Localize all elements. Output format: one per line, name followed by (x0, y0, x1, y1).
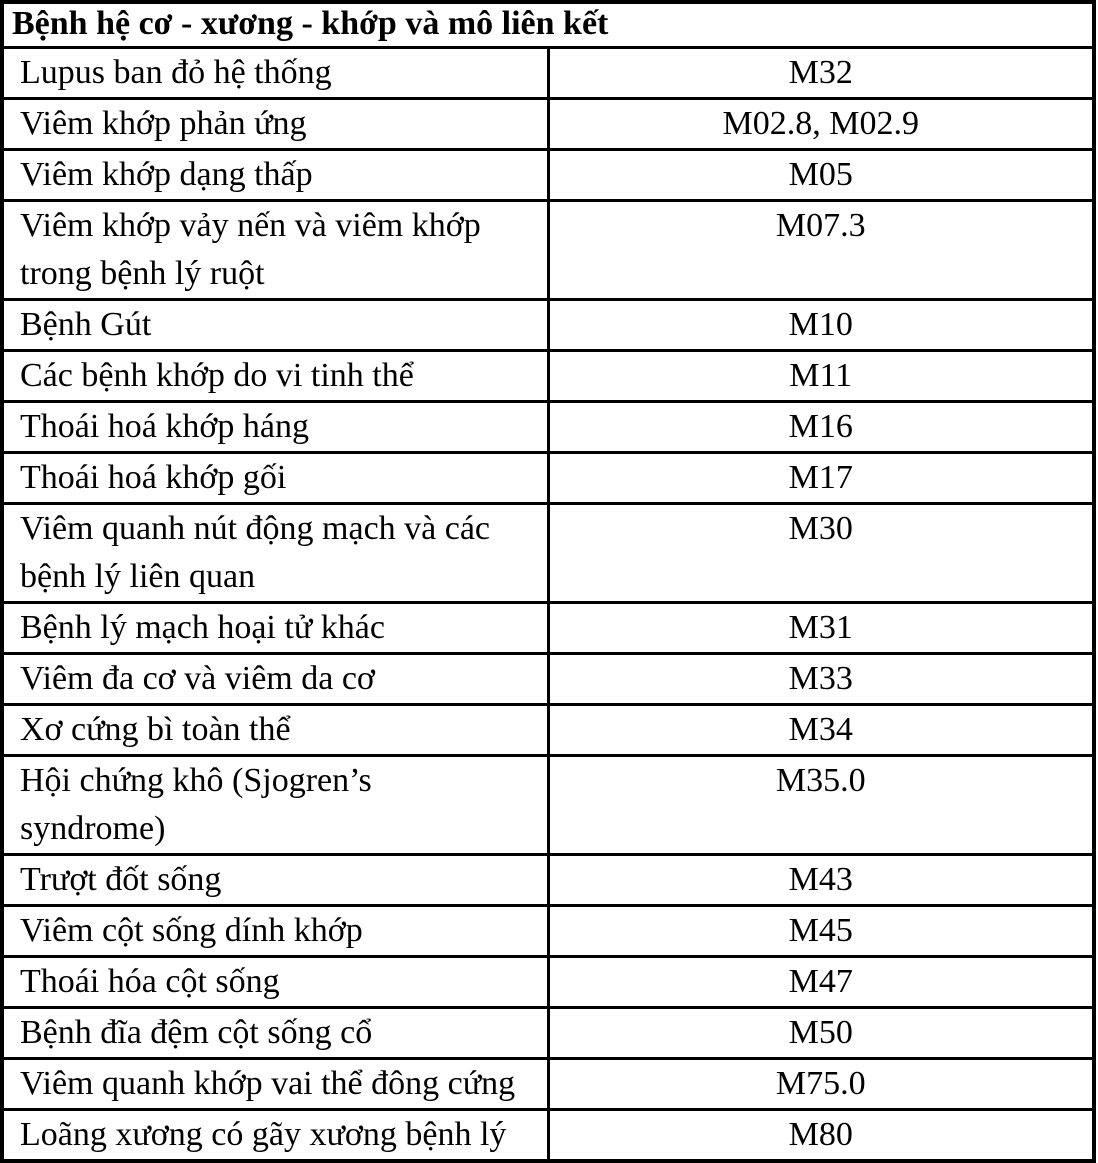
icd-code-cell: M33 (548, 654, 1094, 705)
icd-code-cell: M17 (548, 453, 1094, 504)
icd-code-cell: M43 (548, 855, 1094, 906)
icd-code-cell: M05 (548, 150, 1094, 201)
header-row (2, 2, 1094, 48)
icd-code-cell: M80 (548, 1110, 1094, 1162)
disease-name-cell: Viêm cột sống dính khớp (2, 906, 548, 957)
table-row (2, 957, 1094, 1008)
table-row (2, 906, 1094, 957)
table-row (2, 705, 1094, 756)
disease-name-cell: Loãng xương có gãy xương bệnh lý (2, 1110, 548, 1162)
disease-name-cell: Viêm quanh nút động mạch và các bệnh lý liên quan (2, 504, 548, 603)
table-row (2, 1110, 1094, 1162)
disease-name-cell: Thoái hoá khớp gối (2, 453, 548, 504)
table-body (2, 48, 1094, 1162)
table-row (2, 150, 1094, 201)
disease-name-cell: Bệnh lý mạch hoại tử khác (2, 603, 548, 654)
table-row (2, 201, 1094, 300)
table-row (2, 504, 1094, 603)
disease-name-cell: Hội chứng khô (Sjogren’s syndrome) (2, 756, 548, 855)
table-row (2, 756, 1094, 855)
disease-name-cell: Bệnh Gút (2, 300, 548, 351)
table-row (2, 402, 1094, 453)
table-row (2, 1059, 1094, 1110)
disease-name-cell: Viêm đa cơ và viêm da cơ (2, 654, 548, 705)
icd-code-cell: M32 (548, 48, 1094, 99)
icd-code-cell: M02.8, M02.9 (548, 99, 1094, 150)
icd-code-cell: M07.3 (548, 201, 1094, 300)
table-row (2, 1008, 1094, 1059)
disease-name-cell: Viêm khớp vảy nến và viêm khớp trong bệnh lý ruột (2, 201, 548, 300)
disease-name-cell: Các bệnh khớp do vi tinh thể (2, 351, 548, 402)
disease-name-cell: Thoái hoá khớp háng (2, 402, 548, 453)
disease-name-cell: Viêm khớp phản ứng (2, 99, 548, 150)
icd-code-cell: M10 (548, 300, 1094, 351)
icd-code-cell: M75.0 (548, 1059, 1094, 1110)
icd-code-cell: M30 (548, 504, 1094, 603)
table-row (2, 654, 1094, 705)
disease-name-cell: Xơ cứng bì toàn thể (2, 705, 548, 756)
table-header (2, 2, 1094, 48)
disease-name-cell: Thoái hóa cột sống (2, 957, 548, 1008)
disease-name-cell: Lupus ban đỏ hệ thống (2, 48, 548, 99)
disease-name-cell: Viêm khớp dạng thấp (2, 150, 548, 201)
disease-name-cell: Bệnh đĩa đệm cột sống cổ (2, 1008, 548, 1059)
disease-name-cell: Trượt đốt sống (2, 855, 548, 906)
icd-code-cell: M47 (548, 957, 1094, 1008)
table-title: Bệnh hệ cơ - xương - khớp và mô liên kết (2, 2, 1094, 48)
disease-name-cell: Viêm quanh khớp vai thể đông cứng (2, 1059, 548, 1110)
icd-code-cell: M50 (548, 1008, 1094, 1059)
icd-code-cell: M34 (548, 705, 1094, 756)
table-row (2, 351, 1094, 402)
table-row (2, 453, 1094, 504)
icd-code-cell: M11 (548, 351, 1094, 402)
icd-code-cell: M31 (548, 603, 1094, 654)
icd-code-cell: M16 (548, 402, 1094, 453)
icd-code-cell: M45 (548, 906, 1094, 957)
table-row (2, 99, 1094, 150)
icd-code-cell: M35.0 (548, 756, 1094, 855)
table-row (2, 855, 1094, 906)
table-row (2, 603, 1094, 654)
table-row (2, 48, 1094, 99)
table-row (2, 300, 1094, 351)
